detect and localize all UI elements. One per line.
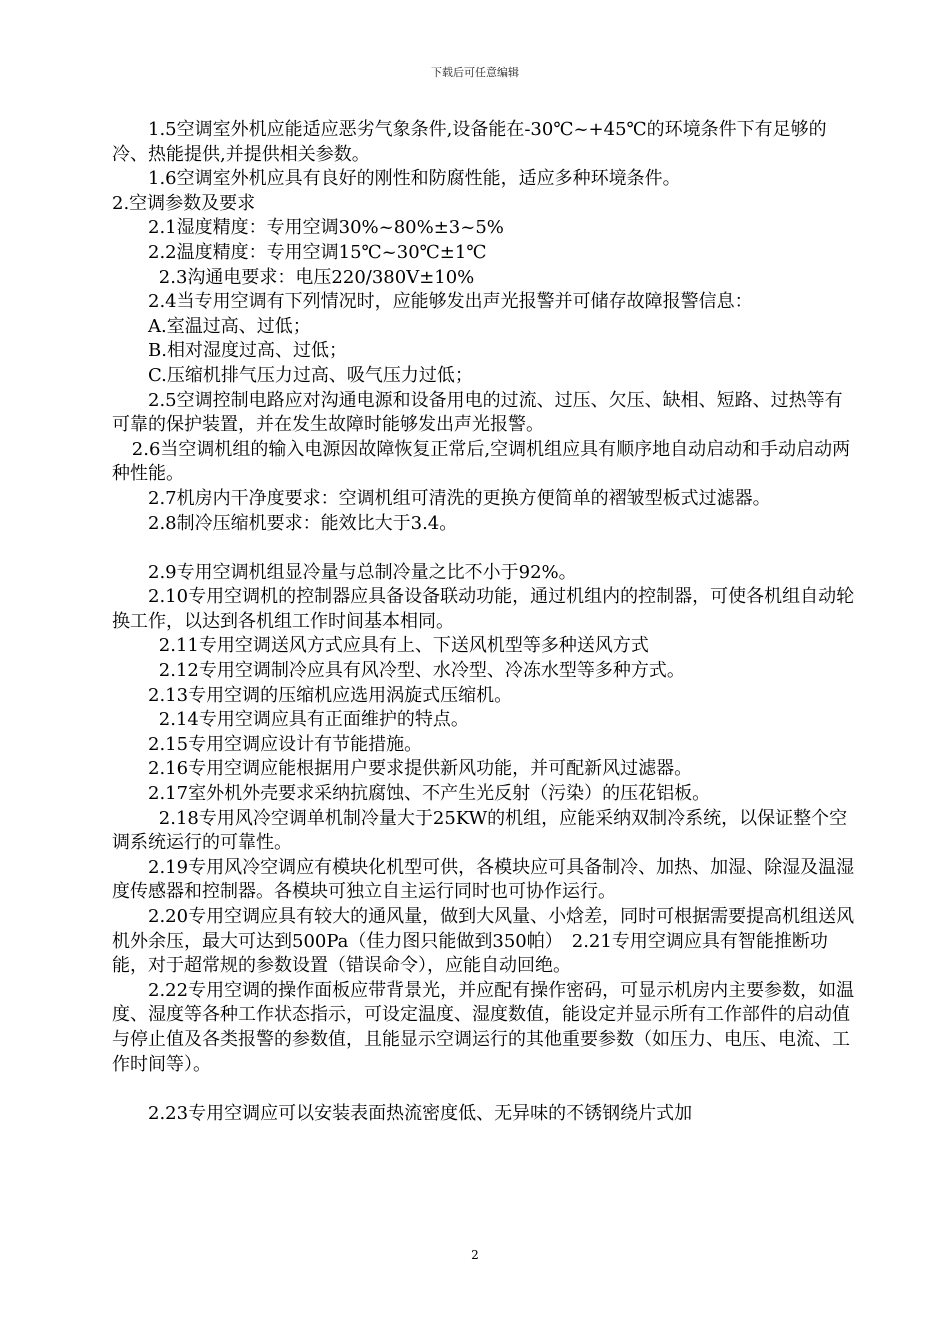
- blank-line: [112, 1077, 857, 1102]
- page-header: 下载后可任意编辑: [431, 66, 519, 79]
- paragraph-2-19: 2.19专用风冷空调应有模块化机型可供，各模块应可具备制冷、加热、加湿、除湿及温湿度传感器和控制器。各模块可独立自主运行同时也可协作运行。: [112, 856, 855, 903]
- paragraph-2-14: 2.14专用空调应具有正面维护的特点。: [158, 709, 469, 731]
- list-item-c: C.压缩机排气压力过高、吸气压力过低；: [148, 364, 473, 386]
- paragraph-2-1: 2.1湿度精度：专用空调30%~80%±3~5%: [148, 217, 504, 239]
- page-number: 2: [471, 1248, 479, 1262]
- blank-line: [112, 536, 857, 561]
- paragraph-2-11: 2.11专用空调送风方式应具有上、下送风机型等多种送风方式: [158, 635, 649, 657]
- section-heading-2: 2.空调参数及要求: [112, 192, 256, 214]
- paragraph-2-17: 2.17室外机外壳要求采纳抗腐蚀、不产生光反射（污染）的压花铝板。: [148, 783, 711, 805]
- paragraph-2-7: 2.7机房内干净度要求：空调机组可清洗的更换方便简单的褶皱型板式过滤器。: [148, 487, 771, 509]
- paragraph-2-12: 2.12专用空调制冷应具有风冷型、水冷型、冷冻水型等多种方式。: [158, 660, 685, 682]
- paragraph-2-20: 2.20专用空调应具有较大的通风量，做到大风量、小焓差，同时可根据需要提高机组送风机外余压，最大可达到500Pa（佳力图只能做到350帕） 2.21专用空调应具有智能推断功能，对于超常规的参数设置（错误命令），应能自动回绝。: [112, 906, 855, 977]
- paragraph-2-2: 2.2温度精度：专用空调15℃~30℃±1℃: [148, 241, 487, 263]
- list-item-a: A.室温过高、过低；: [148, 315, 311, 337]
- paragraph-2-6: 2.6当空调机组的输入电源因故障恢复正常后,空调机组应具有顺序地自动启动和手动启动两种性能。: [112, 438, 851, 485]
- paragraph-2-10: 2.10专用空调机的控制器应具备设备联动功能，通过机组内的控制器，可使各机组自动轮换工作，以达到各机组工作时间基本相同。: [112, 586, 855, 632]
- list-item-b: B.相对湿度过高、过低；: [148, 340, 347, 362]
- paragraph-1-5: 1.5空调室外机应能适应恶劣气象条件,设备能在-30℃~+45℃的环境条件下有足够的冷、热能提供,并提供相关参数。: [112, 119, 827, 165]
- paragraph-2-3: 2.3沟通电要求：电压220/380V±10%: [158, 266, 475, 288]
- paragraph-1-6: 1.6空调室外机应具有良好的刚性和防腐性能，适应多种环境条件。: [148, 168, 681, 190]
- paragraph-2-18: 2.18专用风冷空调单机制冷量大于25KW的机组，应能采纳双制冷系统，以保证整个空调系统运行的可靠性。: [112, 807, 848, 854]
- paragraph-2-16: 2.16专用空调应能根据用户要求提供新风功能，并可配新风过滤器。: [148, 758, 693, 780]
- paragraph-2-15: 2.15专用空调应设计有节能措施。: [148, 733, 423, 755]
- paragraph-2-13: 2.13专用空调的压缩机应选用涡旋式压缩机。: [148, 684, 513, 706]
- paragraph-2-23: 2.23专用空调应可以安装表面热流密度低、无异味的不锈钢绕片式加: [148, 1102, 693, 1124]
- paragraph-2-22: 2.22专用空调的操作面板应带背景光，并应配有操作密码，可显示机房内主要参数，如温度、湿度等各种工作状态指示，可设定温度、湿度数值，能设定并显示所有工作部件的启动值与停止值及各类报警的参数值，且能显示空调运行的其他重要参数（如压力、电压、电流、工作时间等）。: [112, 979, 855, 1075]
- paragraph-2-5: 2.5空调控制电路应对沟通电源和设备用电的过流、过压、欠压、缺相、短路、过热等有可靠的保护装置，并在发生故障时能够发出声光报警。: [112, 389, 843, 436]
- paragraph-2-9: 2.9专用空调机组显冷量与总制冷量之比不小于92%。: [148, 561, 577, 583]
- body-text: [112, 118, 857, 1126]
- paragraph-2-4: 2.4当专用空调有下列情况时，应能够发出声光报警并可储存故障报警信息：: [148, 291, 753, 313]
- paragraph-2-8: 2.8制冷压缩机要求：能效比大于3.4。: [148, 512, 458, 534]
